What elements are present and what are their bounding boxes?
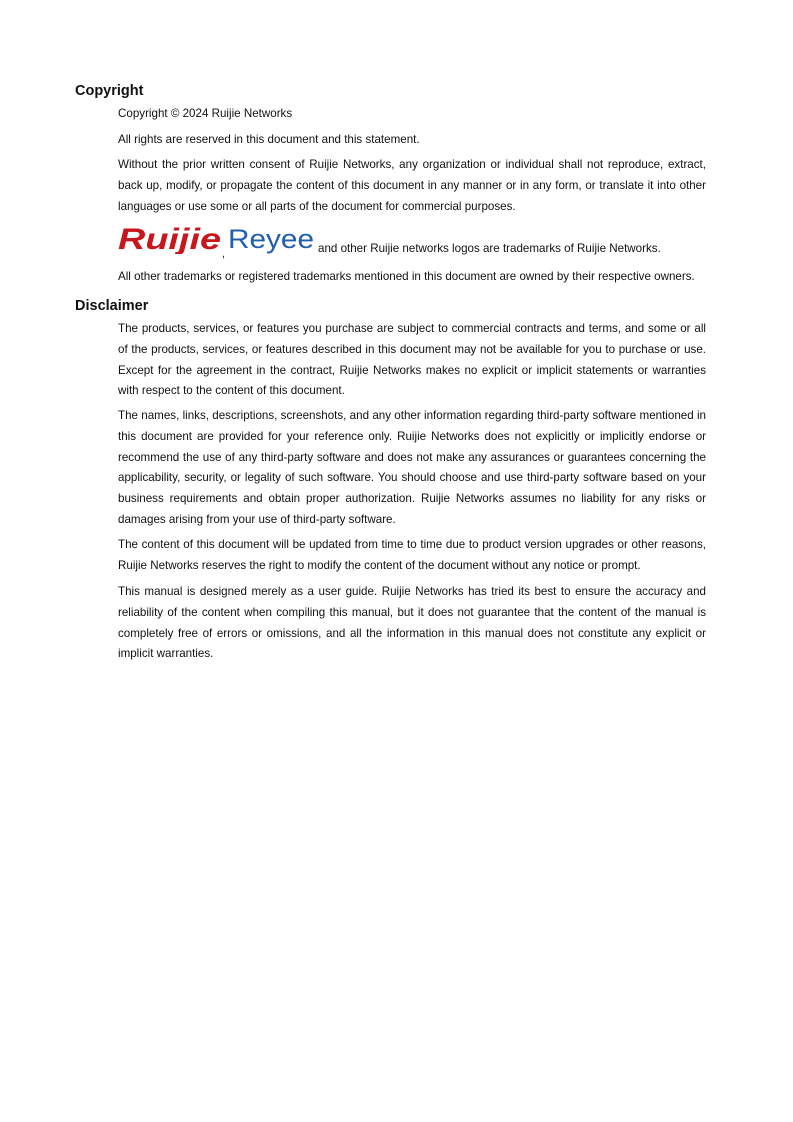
- ruijie-logo: [118, 224, 222, 254]
- trademark-logo-line: [118, 224, 706, 260]
- reyee-logo-text: Reyee: [228, 224, 314, 254]
- copyright-heading: Copyright: [75, 83, 144, 99]
- trademark-statement: and other Ruijie networks logos are trademarks of Ruijie Networks.: [318, 242, 661, 255]
- rights-reserved-line: All rights are reserved in this document and this statement.: [118, 133, 420, 146]
- reyee-logo: [228, 224, 316, 254]
- consent-paragraph: Without the prior written consent of Ruijie Networks, any organization or individual shall not reproduce, extract, back up, modify, or propagate the content of this document in any manner or in any form, or translate it into other languages or use some or all parts of the document for commercial purposes.: [118, 158, 706, 213]
- disclaimer-heading: Disclaimer: [75, 298, 149, 314]
- disclaimer-paragraph: The products, services, or features you purchase are subject to commercial contracts and terms, and some or all of the products, services, or features described in this document may not be available for you to purchase or use. Except for the agreement in the contract, Ruijie Networks makes no explicit or implicit statements or warranties with respect to the content of this document.: [118, 322, 706, 398]
- copyright-line: Copyright © 2024 Ruijie Networks: [118, 107, 293, 120]
- ruijie-logo-text: Ruijie: [118, 224, 221, 254]
- other-trademarks-line: All other trademarks or registered trademarks mentioned in this document are owned by their respective owners.: [118, 270, 695, 283]
- logo-separator: ,: [222, 248, 226, 260]
- disclaimer-paragraph: The names, links, descriptions, screenshots, and any other information regarding third-party software mentioned in this document are provided for your reference only. Ruijie Networks does not explicitly or implicitly endorse or recommend the use of any third-party software and does not make any assurances or guarantees concerning the applicability, security, or legality of such software. You should choose and use third-party software based on your business requirements and obtain proper authorization. Ruijie Networks assumes no liability for any risks or damages arising from your use of third-party software.: [118, 409, 706, 526]
- disclaimer-paragraph: The content of this document will be updated from time to time due to product version upgrades or other reasons, Ruijie Networks reserves the right to modify the content of the document without any notice or prompt.: [118, 538, 706, 572]
- disclaimer-paragraph: This manual is designed merely as a user guide. Ruijie Networks has tried its best to ensure the accuracy and reliability of the content when compiling this manual, but it does not guarantee that the content of the manual is completely free of errors or omissions, and all the information in this manual does not constitute any explicit or implicit warranties.: [118, 585, 706, 661]
